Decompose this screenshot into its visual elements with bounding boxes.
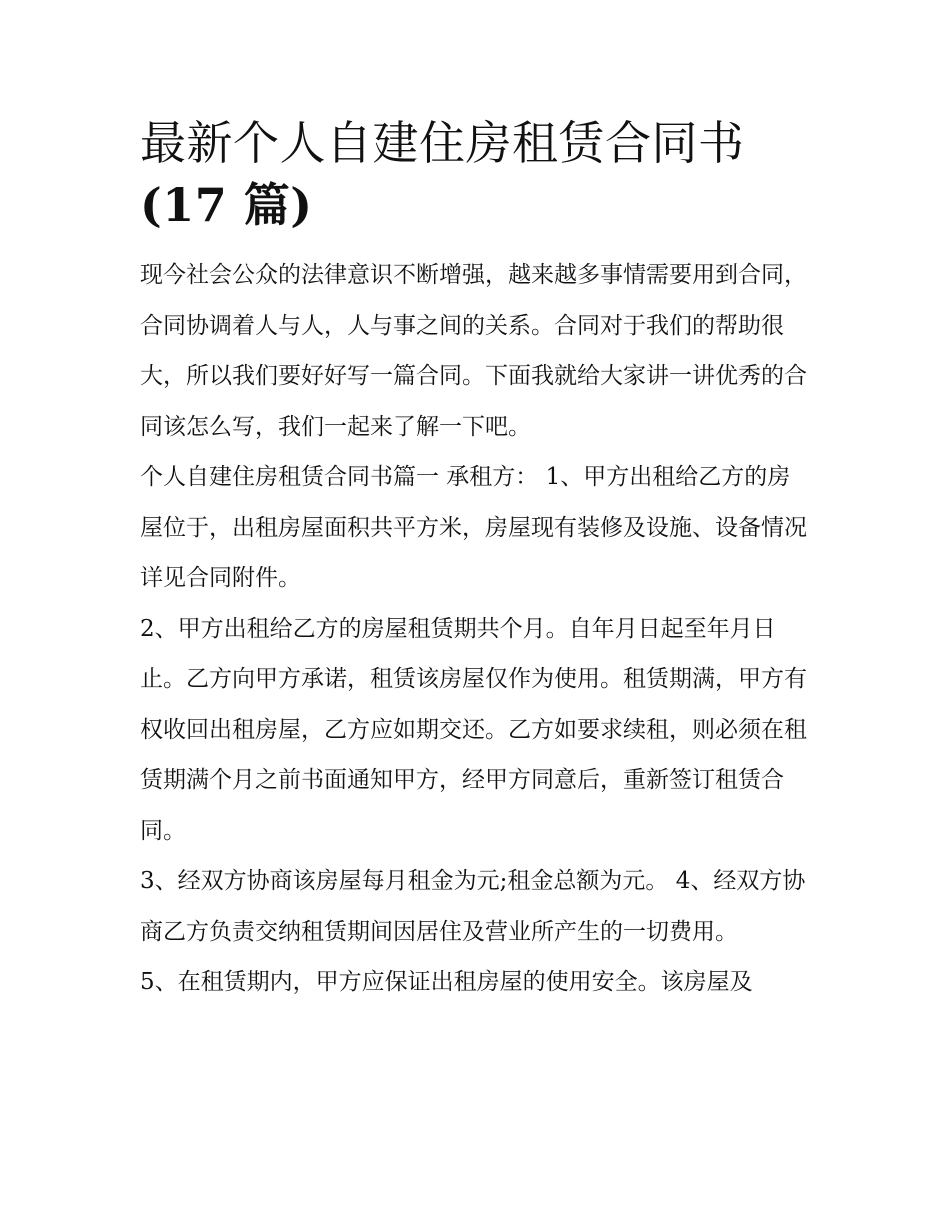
paragraph-clause-3-4: 3、经双方协商该房屋每月租金为元;租金总额为元。 4、经双方协商乙方负责交纳租赁期间因居住及营业所产生的一切费用。 [140,868,806,945]
paragraph-clause-5: 5、在租赁期内，甲方应保证出租房屋的使用安全。该房屋及 [140,969,753,995]
paragraph-clause-1: 个人自建住房租赁合同书篇一 承租方： 1、甲方出租给乙方的房屋位于，出租房屋面积共平方米，房屋现有装修及设施、设备情况详见合同附件。 [140,464,807,591]
paragraph-clause-2: 2、甲方出租给乙方的房屋租赁期共个月。自年月日起至年月日止。乙方向甲方承诺，租赁该房屋仅作为使用。租赁期满，甲方有权收回出租房屋，乙方应如期交还。乙方如要求续租，则必须在租赁期满个月之前书面通知甲方，经甲方同意后，重新签订租赁合同。 [140,615,807,844]
document-title [140,112,812,236]
title-line-1: 最新个人自建住房租赁合同书 [140,116,745,170]
paragraph-intro: 现今社会公众的法律意识不断增强，越来越多事情需要用到合同，合同协调着人与人，人与事之间的关系。合同对于我们的帮助很大，所以我们要好好写一篇合同。下面我就给大家讲一讲优秀的合同该怎么写，我们一起来了解一下吧。 [140,262,807,440]
title-line-2: (17 篇) [140,178,313,232]
document-page [140,112,812,1008]
